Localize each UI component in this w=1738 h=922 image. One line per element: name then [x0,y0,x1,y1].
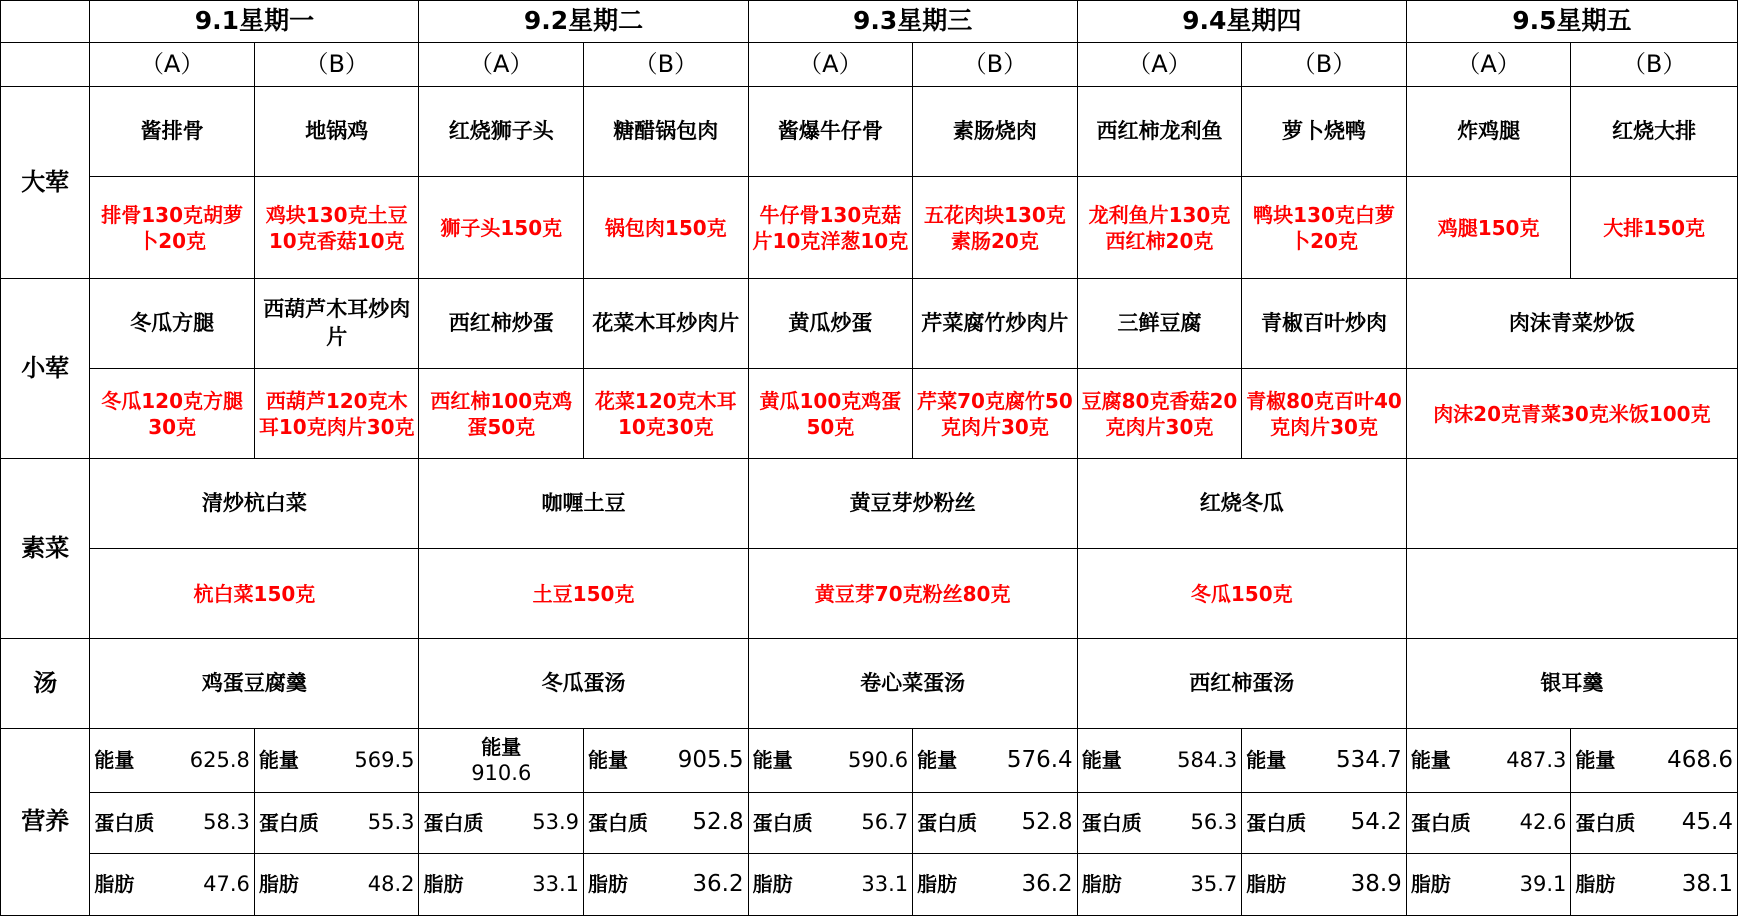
main-dish-cell: 红烧大排 [1571,87,1738,177]
energy-value: 584.3 [1177,747,1238,772]
soup-cell: 鸡蛋豆腐羹 [90,639,419,729]
veg-ingredient-cell: 黄豆芽70克粉丝80克 [748,549,1077,639]
corner-cell [1,1,90,43]
day-header-thu: 9.4星期四 [1077,1,1406,43]
option-b-label: （B） [913,43,1078,87]
small-ingredient-cell: 西红柿100克鸡蛋50克 [419,369,584,459]
veg-ingredient-cell [1406,549,1737,639]
protein-label: 蛋白质 [1410,810,1471,835]
energy-cell [913,729,1078,793]
main-dish-cell: 西红柿龙利鱼 [1077,87,1242,177]
main-ingredient-cell: 锅包肉150克 [584,177,749,279]
protein-cell [748,793,913,854]
fat-cell [90,854,255,916]
energy-value: 487.3 [1506,747,1567,772]
energy-cell [748,729,913,793]
small-dish-cell: 西红柿炒蛋 [419,279,584,369]
main-dish-cell: 炸鸡腿 [1406,87,1571,177]
energy-value: 569.5 [354,747,415,772]
main-dish-cell: 糖醋锅包肉 [584,87,749,177]
protein-label: 蛋白质 [258,810,319,835]
small-ingredient-row [1,369,1738,459]
fat-value: 33.1 [861,871,909,896]
fat-label: 脂肪 [1081,872,1122,897]
small-ingredient-cell: 肉沫20克青菜30克米饭100克 [1406,369,1737,459]
veg-dish-row [1,459,1738,549]
main-ingredient-cell: 五花肉块130克素肠20克 [913,177,1078,279]
energy-value: 468.6 [1667,746,1733,773]
nutrition-energy-row [1,729,1738,793]
fat-label: 脂肪 [917,872,958,897]
main-dish-row [1,87,1738,177]
main-ingredient-cell: 排骨130克胡萝卜20克 [90,177,255,279]
fat-value: 36.2 [1021,870,1073,897]
option-a-label: （A） [1406,43,1571,87]
fat-label: 脂肪 [94,872,135,897]
fat-cell [584,854,749,916]
energy-cell [1077,729,1242,793]
fat-label: 脂肪 [1410,872,1451,897]
protein-value: 52.8 [692,809,744,836]
protein-label: 蛋白质 [917,810,978,835]
small-dish-cell: 肉沫青菜炒饭 [1406,279,1737,369]
fat-cell [1242,854,1407,916]
energy-label: 能量 [917,748,958,773]
small-dish-cell: 西葫芦木耳炒肉片 [254,279,419,369]
protein-cell [90,793,255,854]
fat-cell [254,854,419,916]
fat-label: 脂肪 [752,872,793,897]
small-ingredient-cell: 西葫芦120克木耳10克肉片30克 [254,369,419,459]
fat-label: 脂肪 [1246,872,1287,897]
protein-label: 蛋白质 [94,810,155,835]
main-ingredient-row [1,177,1738,279]
energy-label: 能量 [752,748,793,773]
protein-cell [419,793,584,854]
protein-cell [913,793,1078,854]
option-a-label: （A） [748,43,913,87]
main-ingredient-cell: 鸭块130克白萝卜20克 [1242,177,1407,279]
small-ingredient-cell: 黄瓜100克鸡蛋50克 [748,369,913,459]
category-soup: 汤 [1,639,90,729]
main-ingredient-cell: 大排150克 [1571,177,1738,279]
main-ingredient-cell: 狮子头150克 [419,177,584,279]
main-dish-cell: 素肠烧肉 [913,87,1078,177]
fat-value: 39.1 [1519,871,1567,896]
veg-ingredient-cell: 杭白菜150克 [90,549,419,639]
veg-ingredient-row [1,549,1738,639]
fat-value: 33.1 [532,871,580,896]
soup-row [1,639,1738,729]
day-header-tue: 9.2星期二 [419,1,748,43]
small-dish-cell: 青椒百叶炒肉 [1242,279,1407,369]
fat-label: 脂肪 [588,872,629,897]
energy-value: 625.8 [189,747,250,772]
main-dish-cell: 地锅鸡 [254,87,419,177]
protein-label: 蛋白质 [1575,810,1636,835]
fat-value: 38.1 [1681,870,1733,897]
energy-label: 能量 [1410,748,1451,773]
protein-value: 54.2 [1350,809,1402,836]
main-ingredient-cell: 龙利鱼片130克西红柿20克 [1077,177,1242,279]
energy-cell [254,729,419,793]
fat-cell [1406,854,1571,916]
fat-value: 36.2 [692,870,744,897]
protein-cell [254,793,419,854]
soup-cell: 卷心菜蛋汤 [748,639,1077,729]
protein-cell [1242,793,1407,854]
energy-cell [419,729,584,793]
energy-value: 590.6 [848,747,909,772]
small-dish-cell: 冬瓜方腿 [90,279,255,369]
protein-label: 蛋白质 [752,810,813,835]
protein-value: 45.4 [1681,809,1733,836]
energy-label: 能量 [481,734,522,759]
category-small: 小荤 [1,279,90,459]
fat-label: 脂肪 [1575,872,1616,897]
veg-dish-cell: 咖喱土豆 [419,459,748,549]
protein-value: 56.7 [861,810,909,835]
main-dish-cell: 酱排骨 [90,87,255,177]
option-a-label: （A） [1077,43,1242,87]
fat-cell [913,854,1078,916]
small-dish-cell: 花菜木耳炒肉片 [584,279,749,369]
veg-ingredient-cell: 冬瓜150克 [1077,549,1406,639]
main-ingredient-cell: 鸡腿150克 [1406,177,1571,279]
energy-label: 能量 [258,748,299,773]
veg-ingredient-cell: 土豆150克 [419,549,748,639]
day-header-wed: 9.3星期三 [748,1,1077,43]
fat-value: 48.2 [367,871,415,896]
day-header-mon: 9.1星期一 [90,1,419,43]
protein-label: 蛋白质 [588,810,649,835]
energy-value: 534.7 [1335,746,1402,773]
protein-cell [1077,793,1242,854]
main-ingredient-cell: 鸡块130克土豆10克香菇10克 [254,177,419,279]
veg-dish-cell: 清炒杭白菜 [90,459,419,549]
fat-label: 脂肪 [423,872,464,897]
small-dish-row [1,279,1738,369]
energy-label: 能量 [588,748,629,773]
option-a-label: （A） [419,43,584,87]
energy-label: 能量 [1575,748,1616,773]
energy-label: 能量 [94,748,135,773]
main-dish-cell: 萝卜烧鸭 [1242,87,1407,177]
soup-cell: 银耳羹 [1406,639,1737,729]
option-a-label: （A） [90,43,255,87]
option-corner-cell [1,43,90,87]
soup-cell: 冬瓜蛋汤 [419,639,748,729]
fat-cell [748,854,913,916]
option-b-label: （B） [1242,43,1407,87]
small-ingredient-cell: 芹菜70克腐竹50克肉片30克 [913,369,1078,459]
small-ingredient-cell: 青椒80克百叶40克肉片30克 [1242,369,1407,459]
small-dish-cell: 三鲜豆腐 [1077,279,1242,369]
energy-cell [584,729,749,793]
protein-value: 55.3 [367,810,415,835]
option-row [1,43,1738,87]
protein-value: 42.6 [1519,810,1567,835]
energy-label: 能量 [1246,748,1287,773]
category-veg: 素菜 [1,459,90,639]
option-b-label: （B） [254,43,419,87]
fat-cell [1077,854,1242,916]
protein-cell [584,793,749,854]
energy-cell [90,729,255,793]
protein-label: 蛋白质 [1246,810,1307,835]
energy-value: 910.6 [471,760,532,785]
energy-cell [1406,729,1571,793]
fat-value: 35.7 [1190,871,1238,896]
veg-dish-cell: 红烧冬瓜 [1077,459,1406,549]
energy-cell [1242,729,1407,793]
protein-cell [1406,793,1571,854]
small-ingredient-cell: 冬瓜120克方腿30克 [90,369,255,459]
protein-value: 58.3 [203,810,250,835]
small-dish-cell: 黄瓜炒蛋 [748,279,913,369]
protein-value: 52.8 [1021,809,1073,836]
fat-cell [1571,854,1738,916]
category-nutrition: 营养 [1,729,90,916]
energy-label: 能量 [1081,748,1122,773]
veg-dish-cell: 黄豆芽炒粉丝 [748,459,1077,549]
category-main: 大荤 [1,87,90,279]
fat-cell [419,854,584,916]
protein-label: 蛋白质 [1081,810,1142,835]
protein-label: 蛋白质 [423,810,484,835]
protein-value: 56.3 [1190,810,1238,835]
day-header-row [1,1,1738,43]
nutrition-fat-row [1,854,1738,916]
option-b-label: （B） [584,43,749,87]
energy-value: 576.4 [1006,746,1073,773]
soup-cell: 西红柿蛋汤 [1077,639,1406,729]
main-dish-cell: 酱爆牛仔骨 [748,87,913,177]
day-header-fri: 9.5星期五 [1406,1,1737,43]
small-dish-cell: 芹菜腐竹炒肉片 [913,279,1078,369]
small-ingredient-cell: 花菜120克木耳10克30克 [584,369,749,459]
nutrition-protein-row [1,793,1738,854]
protein-value: 53.9 [532,810,580,835]
protein-cell [1571,793,1738,854]
option-b-label: （B） [1571,43,1738,87]
fat-label: 脂肪 [258,872,299,897]
energy-cell [1571,729,1738,793]
main-ingredient-cell: 牛仔骨130克菇片10克洋葱10克 [748,177,913,279]
fat-value: 38.9 [1350,870,1402,897]
veg-dish-cell [1406,459,1737,549]
small-ingredient-cell: 豆腐80克香菇20克肉片30克 [1077,369,1242,459]
main-dish-cell: 红烧狮子头 [419,87,584,177]
fat-value: 47.6 [203,871,250,896]
energy-value: 905.5 [677,746,744,773]
